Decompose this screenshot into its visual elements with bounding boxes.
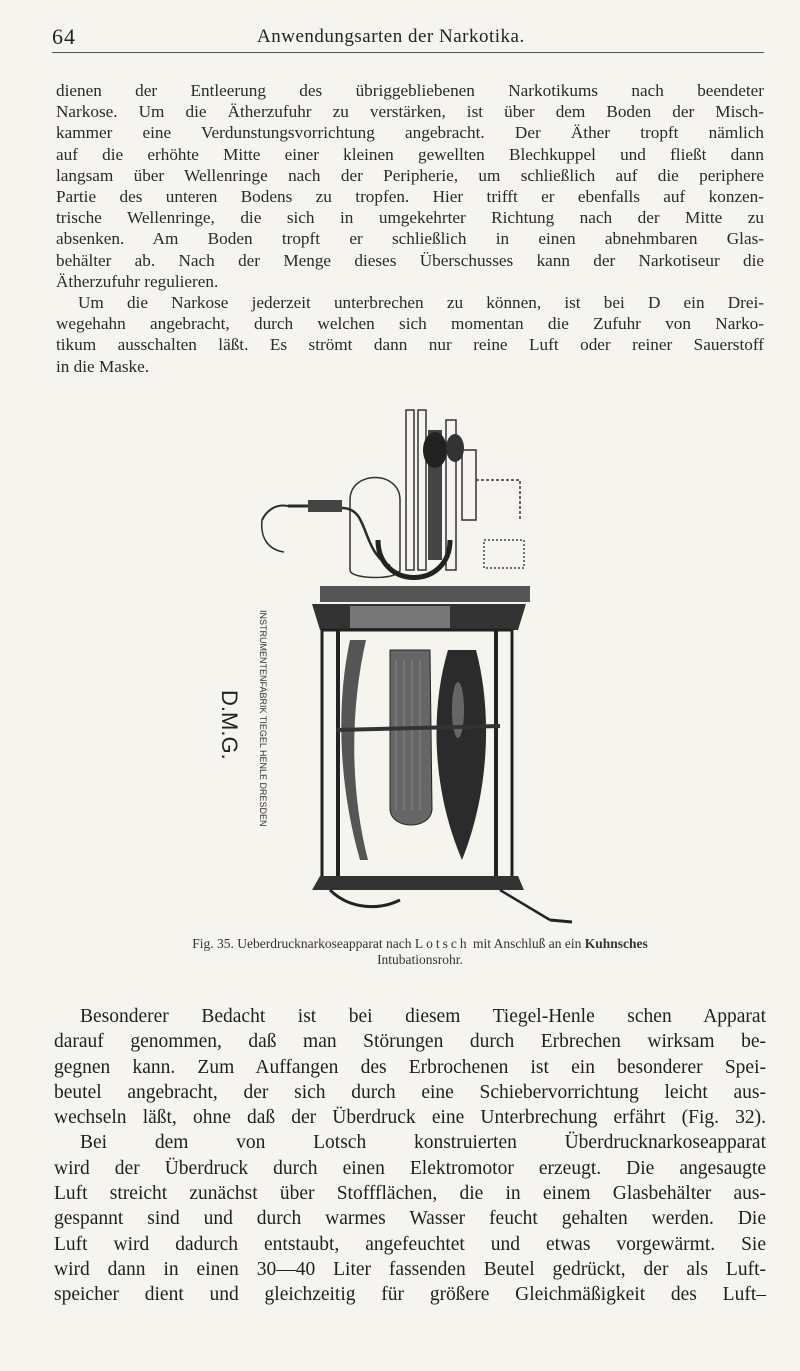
caption-text: Ueberdrucknarkoseapparat nach [237,936,412,951]
text-line: gegnen kann. Zum Auffangen des Erbrochenen ist ein besonderer Spei- [54,1056,766,1078]
text-line: wird dann in einen 30—40 Liter fassenden Beutel gedrückt, der als Luft- [54,1258,766,1280]
text-line: tikum ausschalten läßt. Es strömt dann nur reine Luft oder reiner Sauerstoff [56,335,764,355]
text-line: Partie des unteren Bodens zu tropfen. Hier trifft er ebenfalls auf konzen- [56,187,764,207]
caption-name-kuhn: Kuhnsches [584,936,648,951]
text-line: beutel angebracht, der sich durch eine Schiebervorrichtung leicht aus- [54,1081,766,1103]
text-line: Luft wird dadurch entstaubt, angefeuchtet und etwas vorgewärmt. Sie [54,1233,766,1255]
text-line: auf die erhöhte Mitte einer kleinen gewellten Blechkuppel und fließt dann [56,144,764,164]
figure-maker-text: INSTRUMENTENFABRIK TIEGEL HENLE DRESDEN [258,610,268,827]
figure-caption [90,936,750,968]
apparatus-figure [200,390,620,930]
text-line: Ätherzufuhr regulieren. [56,271,219,291]
paragraph-1 [56,80,764,377]
text-line: wird der Überdruck durch einen Elektromotor erzeugt. Die angesaugte [54,1157,766,1179]
text-line: wegehahn angebracht, durch welchen sich momentan die Zufuhr von Narko- [56,314,764,334]
paragraph-2 [54,1004,766,1308]
text-line: Luft streicht zunächst über Stoffflächen, die in einem Glasbehälter aus- [54,1183,766,1205]
caption-figure-number: Fig. 35. [192,936,234,951]
figure-label-m: M [217,712,242,731]
figure-label-g: G [217,736,242,754]
text-line: behälter ab. Nach der Menge dieses Überschusses kann der Narkotiseur die [56,250,764,270]
text-line: Bei dem von Lotsch konstruierten Überdrucknarkoseapparat [80,1132,766,1154]
text-line: gespannt sind und durch warmes Wasser feucht gehalten werden. Die [54,1208,766,1230]
caption-name-lotsch: Lotsch [414,936,470,951]
text-line: trische Wellenringe, die sich in umgekehrter Richtung nach der Mitte zu [56,208,764,228]
caption-text-2: mit Anschluß an ein [473,936,582,951]
text-line: Besonderer Bedacht ist bei diesem Tiegel-Henle schen Apparat [80,1006,766,1027]
text-line: absenken. Am Boden tropft er schließlich in einen abnehmbaren Glas- [56,229,764,249]
text-line: langsam über Wellenringe nach der Peripherie, um schließlich auf die periphere [56,165,764,185]
caption-line-2: Intubationsrohr. [377,952,463,967]
figure-label-d: D [217,690,242,706]
header-rule [52,52,764,53]
page-header [52,22,764,52]
page-number: 64 [52,24,76,49]
label-d-m-g: D.M.G. [217,690,242,760]
text-line: Narkose. Um die Ätherzufuhr zu verstärken, ist über dem Boden der Misch- [56,102,764,122]
apparatus-illustration [200,390,620,930]
text-line: wechseln läßt, ohne daß der Überdruck eine Unterbrechung erfährt (Fig. 32). [54,1107,766,1129]
text-line: Um die Narkose jederzeit unterbrechen zu können, ist bei D ein Drei- [78,293,764,313]
text-line: kammer eine Verdunstungsvorrichtung angebracht. Der Äther tropft nämlich [56,123,764,143]
text-line: in die Maske. [56,356,150,376]
caption-line-1 [90,936,750,952]
text-line: darauf genommen, daß man Störungen durch Erbrechen wirksam be- [54,1031,766,1053]
text-line: dienen der Entleerung des übriggebliebenen Narkotikums nach beendeter [56,81,764,100]
text-line: speicher dient und gleichzeitig für größere Gleichmäßigkeit des Luft– [54,1284,766,1306]
running-head: Anwendungsarten der Narkotika. [257,26,525,47]
